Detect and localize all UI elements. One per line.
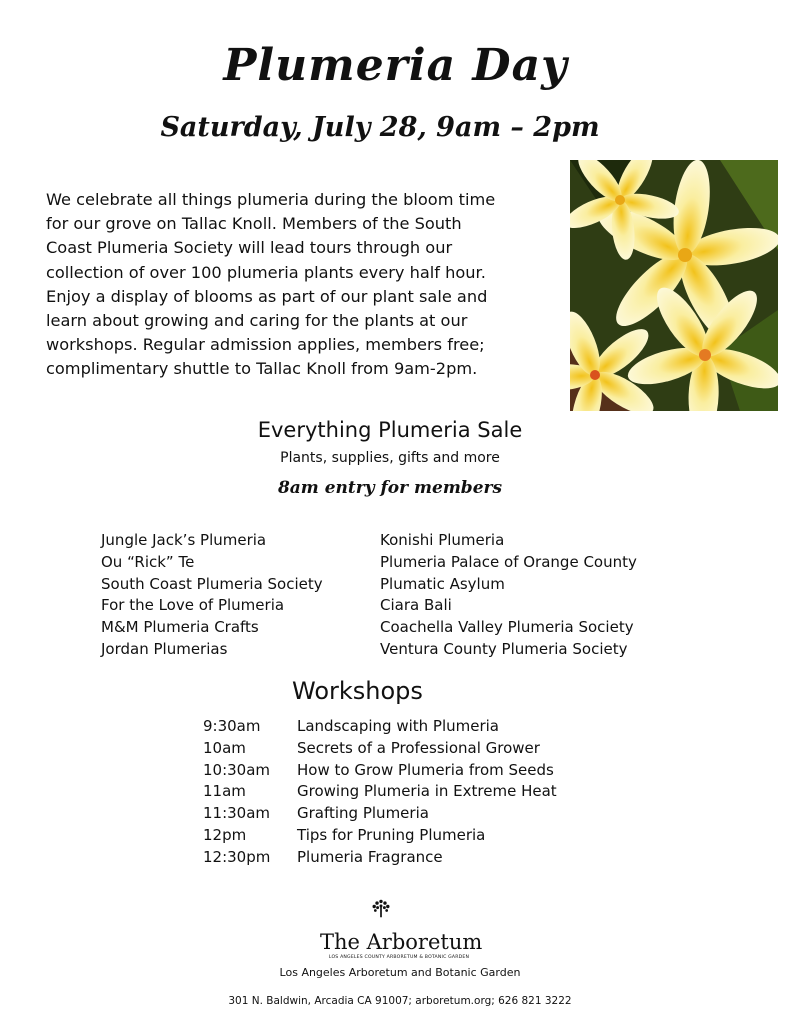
vendor-item: For the Love of Plumeria <box>101 596 285 615</box>
workshop-time: 11:30am <box>203 804 271 823</box>
vendor-item: Plumatic Asylum <box>380 574 505 593</box>
tree-icon <box>318 898 478 932</box>
vendor-item: Ventura County Plumeria Society <box>380 639 628 658</box>
vendor-item: South Coast Plumeria Society <box>101 574 323 593</box>
workshop-schedule <box>203 716 557 869</box>
workshop-title: Tips for Pruning Plumeria <box>297 825 486 844</box>
schedule-row <box>203 803 557 825</box>
workshop-time: 12pm <box>203 825 247 844</box>
event-date: Saturday, July 28, 9am – 2pm <box>160 112 600 143</box>
vendor-list-right <box>380 530 637 661</box>
workshops-heading: Workshops <box>292 677 423 705</box>
plumeria-flowers-image <box>570 160 778 411</box>
intro-line: workshops. Regular admission applies, members free; <box>46 335 485 355</box>
workshop-title: Plumeria Fragrance <box>297 847 443 866</box>
workshop-time: 9:30am <box>203 717 261 735</box>
member-entry-note: 8am entry for members <box>277 478 503 498</box>
vendor-item: Jordan Plumerias <box>101 639 228 658</box>
schedule-row <box>203 738 557 760</box>
workshop-title: Growing Plumeria in Extreme Heat <box>297 782 557 801</box>
vendor-item: Plumeria Palace of Orange County <box>380 552 637 571</box>
schedule-row <box>203 781 557 803</box>
vendor-item: Coachella Valley Plumeria Society <box>380 618 634 637</box>
intro-line: Enjoy a display of blooms as part of our plant sale and <box>46 286 488 306</box>
contact-address: 301 N. Baldwin, Arcadia CA 91007; arboretum.org; 626 821 3222 <box>228 995 572 1007</box>
logo-tagline: LOS ANGELES COUNTY ARBORETUM & BOTANIC GARDEN <box>328 955 470 960</box>
intro-line: collection of over 100 plumeria plants every half hour. <box>46 262 486 282</box>
schedule-row <box>203 716 557 738</box>
workshop-title: Landscaping with Plumeria <box>297 717 499 735</box>
vendor-list-left <box>101 530 323 661</box>
schedule-row <box>203 825 557 847</box>
intro-line: learn about growing and caring for the plants at our <box>46 311 468 331</box>
intro-paragraph <box>46 188 564 382</box>
schedule-row <box>203 847 557 869</box>
workshop-time: 10am <box>203 738 246 757</box>
intro-line: complimentary shuttle to Tallac Knoll from 9am-2pm. <box>46 359 478 379</box>
workshop-time: 10:30am <box>203 760 271 779</box>
workshop-time: 11am <box>203 782 246 801</box>
schedule-row <box>203 760 557 782</box>
intro-line: We celebrate all things plumeria during the bloom time <box>46 190 496 209</box>
logo-name: The Arboretum <box>320 930 483 954</box>
vendor-item: Ciara Bali <box>380 596 452 615</box>
page-title: Plumeria Day <box>223 40 568 91</box>
workshop-title: Secrets of a Professional Grower <box>297 738 540 757</box>
sale-heading: Everything Plumeria Sale <box>257 418 523 442</box>
intro-line: Coast Plumeria Society will lead tours through our <box>46 238 453 258</box>
vendor-item: Ou “Rick” Te <box>101 552 195 571</box>
workshop-title: How to Grow Plumeria from Seeds <box>297 760 554 779</box>
intro-line: for our grove on Tallac Knoll. Members of the South <box>46 214 462 234</box>
vendor-item: Konishi Plumeria <box>380 531 505 549</box>
workshop-title: Grafting Plumeria <box>297 804 429 823</box>
workshop-time: 12:30pm <box>203 847 271 866</box>
vendor-item: Jungle Jack’s Plumeria <box>101 531 267 549</box>
vendor-item: M&M Plumeria Crafts <box>101 618 259 637</box>
sale-subheading: Plants, supplies, gifts and more <box>280 450 500 466</box>
organization-name: Los Angeles Arboretum and Botanic Garden <box>279 966 521 979</box>
plumeria-photo <box>570 160 778 411</box>
